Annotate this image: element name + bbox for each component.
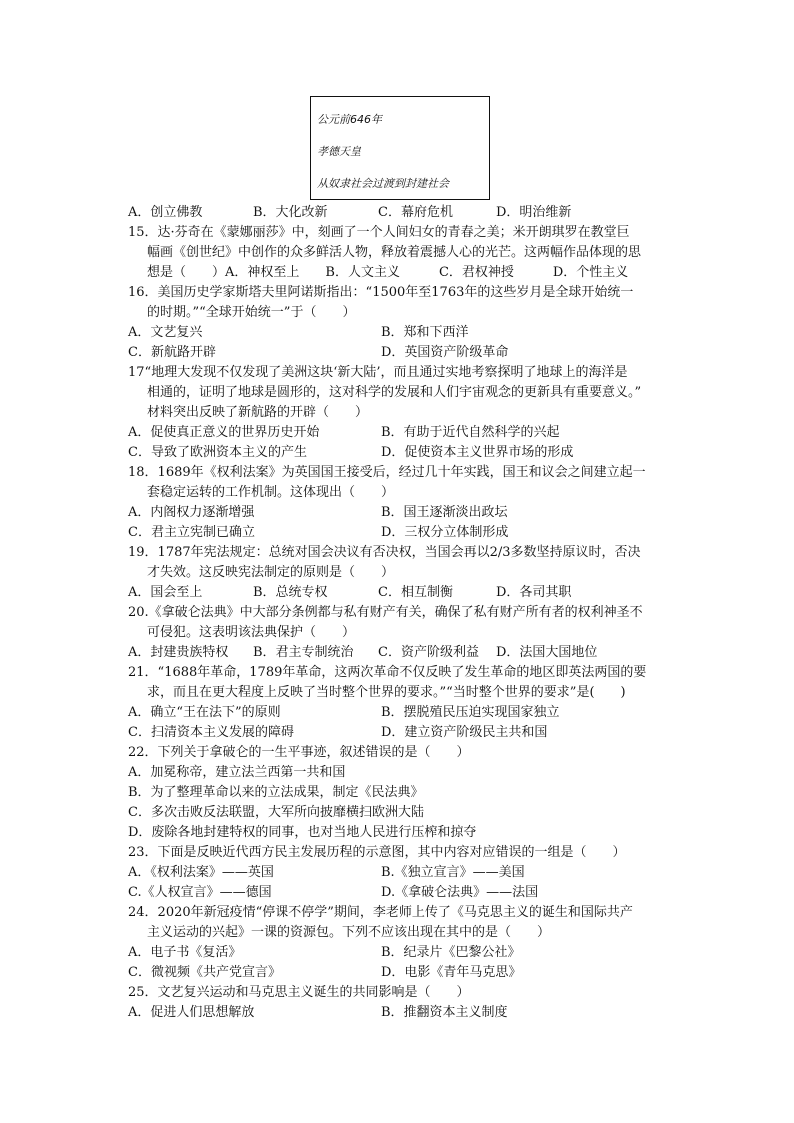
q16-options-ab [128,323,688,343]
q16-line-2: 的时期。”“全球开始统一”于（ ） [147,305,356,320]
q16-option-d[interactable]: D．英国资产阶级革命 [381,345,509,360]
q23-option-c[interactable]: C.《人权宣言》——德国 [128,885,272,900]
q22-option-d[interactable]: D．废除各地封建特权的同事，也对当地人民进行压榨和掠夺 [128,825,477,840]
q22-line-1: 22．下列关于拿破仑的一生平事迹，叙述错误的是（ ） [128,745,470,760]
q19-option-d[interactable]: D．各司其职 [496,585,572,600]
q18-option-b[interactable]: B．国王逐渐淡出政坛 [381,505,508,520]
q23-option-a[interactable]: A．《权利法案》——英国 [128,865,274,880]
q17-options-cd [128,443,688,463]
q19-options [128,583,688,603]
q22-option-b[interactable]: B．为了整理革命以来的立法成果，制定《民法典》 [128,785,424,800]
q15-line-1: 15．达·芬奇在《蒙娜丽莎》中，刻画了一个人间妇女的青春之美；米开朗琪罗在教堂巨 [128,225,630,240]
q25-options-ab [128,1003,688,1023]
q17-line-2: 相通的，证明了地球是圆形的，这对科学的发展和人们宇宙观念的更新具有重要意义。” [147,385,642,400]
q20-option-c[interactable]: C．资产阶级利益 [378,645,479,660]
q17-options-ab [128,423,688,443]
q19-option-a[interactable]: A．国会至上 [128,585,203,600]
q24-options-cd [128,963,688,983]
info-box [310,96,490,200]
q24-option-a[interactable]: A．电子书《复活》 [128,945,242,960]
q24-option-c[interactable]: C．微视频《共产党宣言》 [128,965,281,980]
q17-option-b[interactable]: B．有助于近代自然科学的兴起 [381,425,560,440]
q21-option-d[interactable]: D．建立资产阶级民主共和国 [381,725,548,740]
q16-option-c[interactable]: C．新航路开辟 [128,345,216,360]
q19-line-1: 19．1787年宪法规定：总统对国会决议有否决权，当国会再以2/3多数坚持原议时，否决 [128,545,641,560]
q16-options-cd [128,343,688,363]
q16-option-b[interactable]: B．郑和下西洋 [381,325,469,340]
q24-option-b[interactable]: B．纪录片《巴黎公社》 [381,945,521,960]
q21-option-a[interactable]: A．确立“王在法下”的原则 [128,705,281,720]
q22-option-c[interactable]: C．多次击败反法联盟，大军所向披靡横扫欧洲大陆 [128,805,424,820]
q20-line-2: 可侵犯。这表明该法典保护（ ） [147,625,356,640]
q24-option-d[interactable]: D．电影《青年马克思》 [381,965,522,980]
q25-option-a[interactable]: A．促进人们思想解放 [128,1005,255,1020]
info-box-date: 公元前646年 [317,113,382,126]
q14-option-b[interactable]: B．大化改新 [253,205,328,220]
q18-options-cd [128,523,688,543]
q23-option-b[interactable]: B.《独立宣言》——美国 [381,865,525,880]
q21-line-2: 求，而且在更大程度上反映了当时整个世界的要求。”“当时整个世界的要求”是( ) [147,685,626,700]
q23-options-ab [128,863,688,883]
q18-line-1: 18．1689年《权利法案》为英国国王接受后，经过几十年实践，国王和议会之间建立起一 [128,465,646,480]
q21-option-c[interactable]: C．扫清资本主义发展的障碍 [128,725,294,740]
q15-line-3: 想是（ ）A．神权至上 B．人文主义 C．君权神授 D．个性主义 [147,265,629,280]
q24-line-1: 24．2020年新冠疫情“停课不停学”期间，李老师上传了《马克思主义的诞生和国际共产 [128,905,633,920]
question-list [128,203,688,1023]
q23-options-cd [128,883,688,903]
q18-options-ab [128,503,688,523]
q18-option-d[interactable]: D．三权分立体制形成 [381,525,509,540]
q21-line-1: 21．“1688年革命，1789年革命，这两次革命不仅反映了发生革命的地区即英法两国的要 [128,665,647,680]
q24-options-ab [128,943,688,963]
q14-option-d[interactable]: D．明治维新 [496,205,572,220]
q21-options-ab [128,703,688,723]
q24-line-2: 主义运动的兴起》一课的资源包。下列不应该出现在其中的是（ ） [147,925,551,940]
q23-option-d[interactable]: D.《拿破仑法典》——法国 [381,885,539,900]
q25-option-b[interactable]: B．推翻资本主义制度 [381,1005,508,1020]
q20-options [128,643,688,663]
q23-line-1: 23．下面是反映近代西方民主发展历程的示意图，其中内容对应错误的一组是（ ） [128,845,626,860]
q19-option-b[interactable]: B．总统专权 [253,585,328,600]
q20-option-a[interactable]: A．封建贵族特权 [128,645,229,660]
info-box-emperor: 孝德天皇 [317,145,361,158]
q17-option-c[interactable]: C．导致了欧洲资本主义的产生 [128,445,307,460]
q18-option-a[interactable]: A．内阁权力逐渐增强 [128,505,255,520]
q21-options-cd [128,723,688,743]
q18-option-c[interactable]: C．君主立宪制已确立 [128,525,255,540]
q17-option-d[interactable]: D．促使资本主义世界市场的形成 [381,445,574,460]
q17-line-3: 材料突出反映了新航路的开辟（ ） [147,405,369,420]
q20-line-1: 20.《拿破仑法典》中大部分条例都与私有财产有关，确保了私有财产所有者的权利神圣不 [128,605,643,620]
info-box-transition: 从奴隶社会过渡到封建社会 [317,177,449,190]
q20-option-d[interactable]: D．法国大国地位 [496,645,598,660]
q18-line-2: 套稳定运转的工作机制。这体现出（ ） [147,485,395,500]
q25-line-1: 25．文艺复兴运动和马克思主义诞生的共同影响是（ ） [128,985,470,1000]
q21-option-b[interactable]: B．摆脱殖民压迫实现国家独立 [381,705,560,720]
q19-option-c[interactable]: C．相互制衡 [378,585,453,600]
q16-option-a[interactable]: A．文艺复兴 [128,325,203,340]
q17-option-a[interactable]: A．促使真正意义的世界历史开始 [128,425,320,440]
q14-option-a[interactable]: A．创立佛教 [128,205,203,220]
q14-options [128,203,688,223]
q17-line-1: 17“地理大发现不仅发现了美洲这块‘新大陆’，而且通过实地考察探明了地球上的海洋是 [128,365,628,380]
q19-line-2: 才失效。这反映宪法制定的原则是（ ） [147,565,395,580]
q14-option-c[interactable]: C．幕府危机 [378,205,453,220]
q16-line-1: 16．美国历史学家斯塔夫里阿诺斯指出：“1500年至1763年的这些岁月是全球开始统一 [128,285,634,300]
q22-option-a[interactable]: A．加冕称帝，建立法兰西第一共和国 [128,765,346,780]
q20-option-b[interactable]: B．君主专制统治 [253,645,354,660]
q15-line-2: 幅画《创世纪》中创作的众多鲜活人物，释放着震撼人心的光芒。这两幅作品体现的思 [147,245,642,260]
